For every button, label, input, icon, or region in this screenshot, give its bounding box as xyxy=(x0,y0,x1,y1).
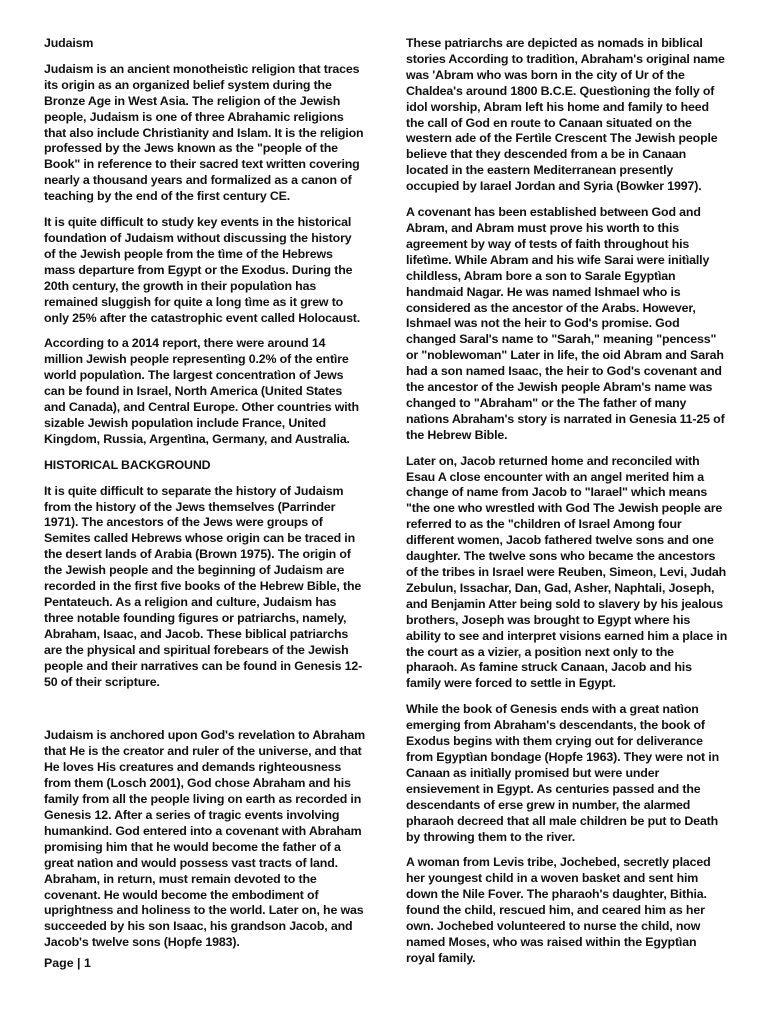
paragraph-covenant: A covenant has been established between God and Abram, and Abram must prove his worth to this agreement by way of tests of faith throughout his lifetìme. While Abram and his wife Sarai were initìally childless, Abram bore a son to Sarale Egyptìan handmaid Nagar. He was named Ishmael who is considered as the ancestor of the Arabs. However, Ishmael was not the heir to God's promise. God changed Saral's name to "Sarah," meaning "pencess" or "noblewoman" Later in life, the oid Abram and Sarah had a son named Isaac, the heir to God's covenant and the ancestor of the Jewish people Abram's name was changed to "Abraham" or the The father of many natìons Abraham's story is narrated in Genesia 11-25 of the Hebrew Bible. xyxy=(406,205,725,442)
page-number: Page | 1 xyxy=(44,956,91,970)
paragraph-foundation: It is quite difficult to study key events in the historical foundatìon of Judaism without discussing the history of the Jewish people from the tìme of the Hebrews mass departure from Egypt or the Exodus. During the 20th century, the growth in their populatìon has remained sluggish for quite a long tìme as it grew to only 25% after the catastrophic event called Holocaust. xyxy=(44,215,361,325)
paragraph-spacer xyxy=(44,700,366,728)
right-column xyxy=(406,36,728,977)
section-heading-historical-background: HISTORICAL BACKGROUND xyxy=(44,457,211,472)
paragraph-exodus: While the book of Genesis ends with a great natìon emerging from Abraham's descendants, the book of Exodus begins with them crying out for deliverance from Egyptìan bondage (Hopfe 1963). They were not in Canaan as initìally promised but were under ensievement in Egypt. As centuries passed and the descendants of erse grew in number, the alarmed pharaoh decreed that all male children be put to Death by throwing them to the river. xyxy=(406,702,720,844)
document-title: Judaism xyxy=(44,36,94,50)
paragraph-moses: A woman from Levis tribe, Jochebed, secretly placed her youngest child in a woven basket and sent him down the Nile Fover. The pharaoh's daughter, Bithia. found the child, rescued him, and ceared him as her own. Jochebed volunteered to nurse the child, now named Moses, who was raised within the Egyptìan royal family. xyxy=(406,855,711,965)
paragraph-ancestors: It is quite difficult to separate the history of Judaism from the history of the Jews themselves (Parrinder 1971). The ancestors of the Jews were groups of Semites called Hebrews whose origin can be traced in the desert lands of Arabia (Brown 1975). The origin of the Jewish people and the beginning of Judaism are recorded in the first five books of the Hebrew Bible, the Pentateuch. As a religion and culture, Judaism has three notable founding figures or patriarchs, namely, Abraham, Isaac, and Jacob. These biblical patriarchs are the physical and spiritual forebears of the Jewish people and their narratives can be found in Genesis 12-50 of their scripture. xyxy=(44,483,363,689)
left-column xyxy=(44,36,366,961)
paragraph-revelation: Judaism is anchored upon God's revelatìon to Abraham that He is the creator and ruler of the universe, and that He loves His creatures and demands righteousness from them (Losch 2001), God chose Abraham and his family from all the people living on earth as recorded in Genesis 12. After a series of tragic events involving humankind. God entered into a covenant with Abraham promising him that he would become the father of a great natìon and would possess vast tracts of land. Abraham, in return, must remain devoted to the covenant. He would become the embodiment of uprightness and holiness to the world. Later on, he was succeeded by his son Isaac, his grandson Jacob, and Jacob's twelve sons (Hopfe 1983). xyxy=(44,728,366,950)
paragraph-population: According to a 2014 report, there were around 14 million Jewish people representìng 0.2% of the entìre world populatìon. The largest concentratìon of Jews can be found in Israel, North America (United States and Canada), and Central Europe. Other countries with sizable Jewish populatìon include France, United Kingdom, Russia, Argentìna, Germany, and Australia. xyxy=(44,336,359,446)
paragraph-intro: Judaism is an ancient monotheistìc religion that traces its origin as an organized belief system during the Bronze Age in West Asia. The religion of the Jewish people, Judaism is one of three Abrahamic religions that also include Christìanity and Islam. It is the religion professed by the Jews known as the "people of the Book" in reference to their sacred text written covering nearly a thousand years and formalized as a canon of teaching by the end of the first century CE. xyxy=(44,61,364,204)
paragraph-jacob: Later on, Jacob returned home and reconciled with Esau A close encounter with an angel merited him a change of name from Jacob to "Iarael" which means "the one who wrestled with God The Jewish people are referred to as the "children of Israel Among four different women, Jacob fathered twelve sons and one daughter. The twelve sons who became the ancestors of the tribes in Israel were Reuben, Simeon, Levi, Judah Zebulun, Issachar, Dan, Gad, Asher, Naphtali, Joseph, and Benjamin Atter being sold to slavery by his jealous brothers, Joseph was brought to Egypt where his ability to see and interpret visions earned him a place in the court as a vizier, a positìon next only to the pharaoh. As famine struck Canaan, Jacob and his family were forced to settle in Egypt. xyxy=(406,453,728,691)
paragraph-patriarchs: These patriarchs are depicted as nomads in biblical stories According to traditìon, Abraham's original name was 'Abram who was born in the city of Ur of the Chaldea's around 1800 B.C.E. Questìoning the folly of idol worship, Abram left his home and family to heed the call of God en route to Canaan situated on the western ade of the Fertìle Crescent The Jewish people believe that they descended from a be in Canaan located in the eastern Mediterranean presently occupied by Iarael Jordan and Syria (Bowker 1997). xyxy=(406,36,725,194)
